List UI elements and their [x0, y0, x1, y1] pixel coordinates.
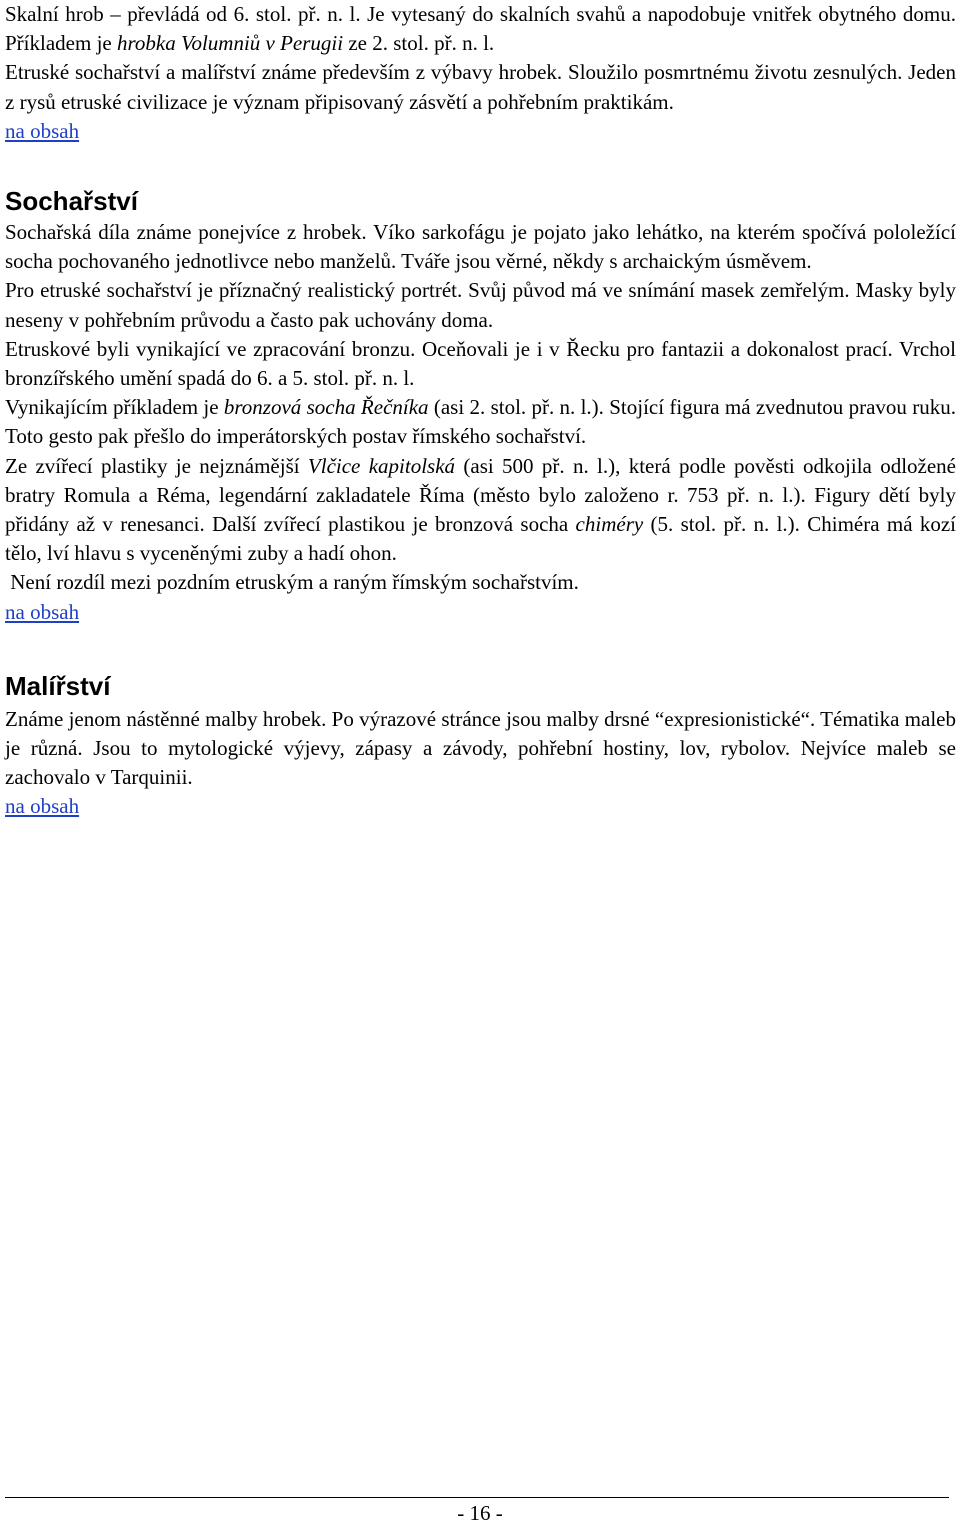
painting-paragraph-1: Známe jenom nástěnné malby hrobek. Po výrazové stránce jsou malby drsné “expresionistické“. Tématika maleb je různá. Jsou to mytologické výjevy, zápasy a závody, pohřební hostiny, lov, rybolov. Nejvíce maleb se zachovalo v Tarquinii.	[5, 706, 956, 790]
sculpture-paragraph-2: Pro etruské sochařství je příznačný realistický portrét. Svůj původ má ve snímání masek zemřelým. Masky byly neseny v pohřebním průvodu a často pak uchovány doma.	[5, 278, 956, 332]
section-heading-sculpture: Sochařství	[5, 186, 138, 217]
footer-divider	[5, 1497, 949, 1498]
toc-link[interactable]: na obsah	[5, 118, 80, 143]
toc-link[interactable]: na obsah	[5, 794, 80, 819]
sculpture-paragraph-1: Sochařská díla známe ponejvíce z hrobek. Víko sarkofágu je pojato jako lehátko, na kterém spočívá pololežící socha pochovaného jednotlivce nebo manželů. Tváře jsou věrné, někdy s archaickým úsměvem.	[5, 220, 956, 274]
toc-link-row-2	[5, 598, 956, 627]
toc-link-row-1	[5, 117, 956, 146]
intro-text: Skalní hrob – převládá od 6. stol. př. n. l. Je vytesaný do skalních svahů a napodobuje vnitřek obytného domu. Příkladem je	[5, 2, 956, 56]
toc-link[interactable]: na obsah	[5, 599, 80, 624]
sculpture-paragraph-4: Vynikajícím příkladem je bronzová socha Řečníka (asi 2. stol. př. n. l.). Stojící figura má zvednutou pravou ruku. Toto gesto pak přešlo do imperátorských postav římského sochařství.	[5, 395, 956, 449]
page-number: - 16 -	[457, 1501, 503, 1525]
sculpture-paragraph-5: Ze zvířecí plastiky je nejznámější Vlčice kapitolská (asi 500 př. n. l.), která podle pověsti odkojila odložené bratry Romula a Réma, legendární zakladatele Říma (město bylo založeno r. 753 př. n. l.). Figury dětí byly přidány až v renesanci. Další zvířecí plastikou je bronzová socha chiméry (5. stol. př. n. l.). Chiméra má kozí tělo, lví hlavu s vyceněnými zuby a hadí ohon.	[5, 453, 956, 566]
italic-term-wolf: Vlčice kapitolská	[307, 453, 456, 478]
intro-paragraph-1	[5, 0, 956, 58]
italic-term-orator: bronzová socha Řečníka	[223, 395, 429, 420]
sculpture-paragraph-3: Etruskové byli vynikající ve zpracování bronzu. Oceňovali je i v Řecku pro fantazii a dokonalost prací. Vrchol bronzířského umění spadá do 6. a 5. stol. př. n. l.	[5, 336, 956, 391]
intro-text-end: ze 2. stol. př. n. l.	[343, 31, 495, 56]
sculpture-paragraph-6: Není rozdíl mezi pozdním etruským a raným římským sochařstvím.	[5, 570, 579, 595]
document-page	[5, 0, 956, 822]
intro-paragraph-2: Etruské sochařství a malířství známe především z výbavy hrobek. Sloužilo posmrtnému životu zesnulých. Jeden z rysů etruské civilizace je význam připisovaný zásvětí a pohřebním praktikám.	[5, 60, 956, 114]
intro-italic-term: hrobka Volumniů v Perugii	[116, 31, 344, 56]
section-heading-painting: Malířství	[5, 670, 111, 701]
italic-term-chimera: chiméry	[575, 512, 644, 537]
toc-link-row-3	[5, 792, 956, 821]
